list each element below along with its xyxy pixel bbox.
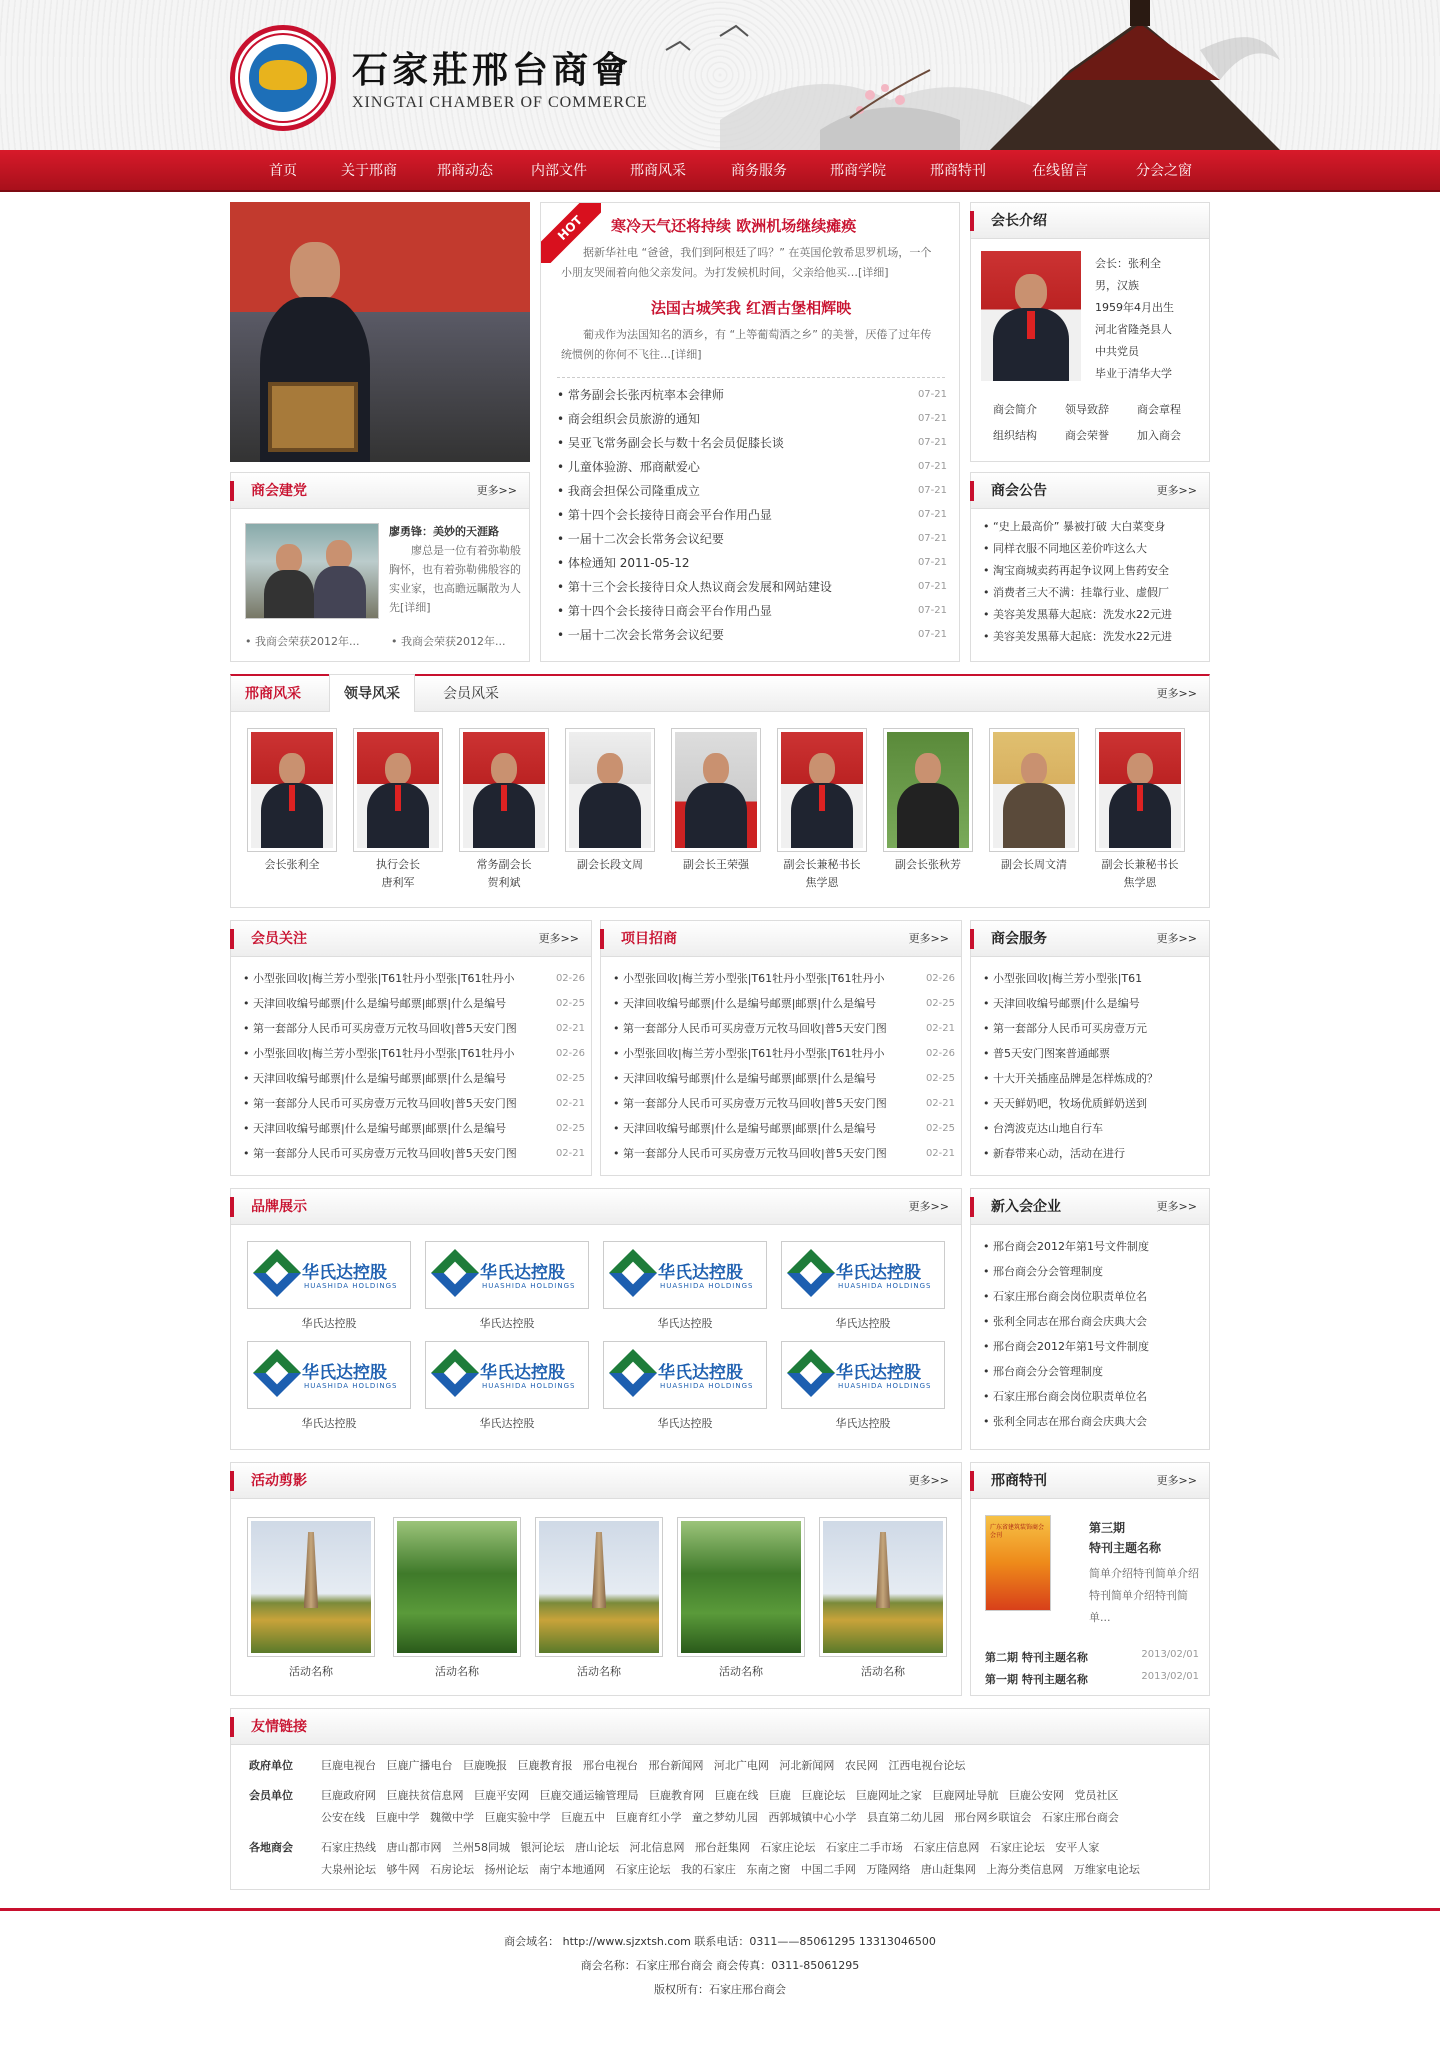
brand-logo[interactable]: 华氏达控股 HUASHIDA HOLDINGS — [425, 1341, 589, 1409]
more-link[interactable]: 更多>> — [908, 1474, 949, 1487]
brand-caption: 华氏达控股 — [657, 1317, 713, 1330]
footer-divider — [0, 1908, 1440, 1911]
list-item[interactable]: • 十大开关插座品牌是怎样炼成的？ — [983, 1072, 1158, 1085]
party-article-title[interactable]: 廖勇锋：美妙的天涯路 — [389, 525, 499, 538]
chairman-link[interactable]: 领导致辞 — [1065, 403, 1109, 416]
brand-logo[interactable]: 华氏达控股 HUASHIDA HOLDINGS — [781, 1241, 945, 1309]
list-item[interactable]: • 天天鲜奶吧，牧场优质鲜奶送到 — [983, 1097, 1147, 1110]
leader-photo[interactable] — [989, 728, 1079, 852]
summary-1: 据新华社电 “爸爸，我们到阿根廷了吗？” 在英国伦敦希思罗机场，一个小朋友哭闹着向他父亲发问。为打发候机时间，父亲给他买…[详细] — [561, 246, 932, 279]
headline-1[interactable]: 寒冷天气还将持续 欧洲机场继续瘫痪 — [611, 217, 857, 235]
tab-leader-style[interactable]: 领导风采 — [329, 674, 415, 712]
list-item[interactable]: • 第十三个会长接待日众人热议商会发展和网站建设 07-21 — [557, 580, 947, 594]
member-focus-panel — [230, 920, 592, 1176]
leader-photo[interactable] — [459, 728, 549, 852]
links-line[interactable]: 大泉州论坛 够牛网 石房论坛 扬州论坛 南宁本地通网 石家庄论坛 我的石家庄 东南之窗 中国二手网 万隆网络 唐山赶集网 上海分类信息网 万维家电论坛 — [321, 1863, 1140, 1876]
links-line[interactable]: 巨鹿政府网 巨鹿扶贫信息网 巨鹿平安网 巨鹿交通运输管理局 巨鹿教育网 巨鹿在线 巨鹿 巨鹿论坛 巨鹿网址之家 巨鹿网址导航 巨鹿公安网 党员社区 — [321, 1789, 1119, 1802]
feature-photo[interactable] — [230, 202, 530, 462]
chairman-link[interactable]: 商会章程 — [1137, 403, 1181, 416]
links-label: 会员单位 — [249, 1789, 293, 1802]
list-item[interactable]: • 小型张回收|梅兰芳小型张|T61牡丹小型张|T61牡丹小 02-26 — [613, 967, 955, 991]
leader-photo[interactable] — [1095, 728, 1185, 852]
list-item[interactable]: • 邢台商会分会管理制度 — [983, 1265, 1103, 1278]
brand-caption: 华氏达控股 — [657, 1417, 713, 1430]
list-item[interactable]: • 邢台商会2012年第1号文件制度 — [983, 1240, 1149, 1253]
activity-photo[interactable] — [535, 1517, 663, 1657]
leader-photo[interactable] — [671, 728, 761, 852]
panel-title: 项目招商 — [621, 931, 677, 947]
style-panel — [230, 674, 1210, 908]
journal-item[interactable]: 第一期 特刊主题名称 2013/02/01 — [985, 1671, 1199, 1686]
list-item[interactable]: • 体检通知 2011-05-12 07-21 — [557, 556, 947, 570]
main-nav — [0, 150, 1440, 192]
nav-item-journal[interactable]: 邢商特刊 — [930, 163, 986, 179]
list-item[interactable]: • 常务副会长张丙杭率本会律师 07-21 — [557, 388, 947, 402]
brand-logo[interactable]: 华氏达控股 HUASHIDA HOLDINGS — [603, 1241, 767, 1309]
brand-caption: 华氏达控股 — [301, 1417, 357, 1430]
leader-photo[interactable] — [777, 728, 867, 852]
nav-item-news[interactable]: 邢商动态 — [437, 163, 493, 179]
tab-member-style[interactable]: 会员风采 — [443, 686, 499, 702]
list-item[interactable]: • 一届十二次会长常务会议纪要 07-21 — [557, 628, 947, 642]
brand-caption: 华氏达控股 — [479, 1317, 535, 1330]
nav-item-about[interactable]: 关于邢商 — [341, 163, 397, 179]
projects-list — [613, 967, 955, 1167]
brand-caption: 华氏达控股 — [835, 1417, 891, 1430]
panel-title: 商会建党 — [251, 483, 307, 499]
list-item[interactable]: • 第一套部分人民币可买房壹万元牧马回收|普5天安门图 02-21 — [613, 1092, 955, 1116]
brand-logo[interactable]: 华氏达控股 HUASHIDA HOLDINGS — [247, 1241, 411, 1309]
notice-panel — [970, 472, 1210, 662]
panel-title: 会员关注 — [251, 931, 307, 947]
more-link[interactable]: 更多>> — [538, 932, 579, 945]
list-item[interactable]: • 普5天安门图案普通邮票 — [983, 1047, 1110, 1060]
list-item[interactable]: • 天津回收编号邮票|什么是编号邮票|邮票|什么是编号 02-25 — [613, 992, 955, 1016]
list-item[interactable]: • 台湾波克达山地自行车 — [983, 1122, 1103, 1135]
brand-caption: 华氏达控股 — [301, 1317, 357, 1330]
news-list — [557, 383, 947, 653]
brand-logo[interactable]: 华氏达控股 HUASHIDA HOLDINGS — [781, 1341, 945, 1409]
list-item[interactable]: • 天津回收编号邮票|什么是编号邮票|邮票|什么是编号 02-25 — [243, 992, 585, 1016]
list-item[interactable]: • 第十四个会长接待日商会平台作用凸显 07-21 — [557, 508, 947, 522]
list-item[interactable]: • 天津回收编号邮票|什么是编号邮票|邮票|什么是编号 02-25 — [613, 1067, 955, 1091]
chairman-link[interactable]: 商会荣誉 — [1065, 429, 1109, 442]
list-item[interactable]: • 美容美发黑幕大起底：洗发水22元进 — [983, 630, 1172, 643]
activity-caption: 活动名称 — [435, 1665, 479, 1678]
list-item[interactable]: • 石家庄邢台商会岗位职责单位名 — [983, 1290, 1147, 1303]
leader-caption: 副会长兼秘书长 焦学恩 — [1101, 858, 1179, 889]
list-item[interactable]: • 第一套部分人民币可买房壹万元牧马回收|普5天安门图 02-21 — [243, 1017, 585, 1041]
links-line[interactable]: 公安在线 巨鹿中学 魏徵中学 巨鹿实验中学 巨鹿五中 巨鹿育红小学 童之梦幼儿园 西郭城镇中心小学 县直第二幼儿园 邢台网乡联谊会 石家庄邢台商会 — [321, 1811, 1119, 1824]
nav-item-services[interactable]: 商务服务 — [731, 163, 787, 179]
brand-caption: 华氏达控股 — [479, 1417, 535, 1430]
leader-caption: 副会长张秋芳 — [895, 858, 961, 871]
summary-2: 葡戎作为法国知名的酒乡，有 “上等葡萄酒之乡” 的美誉，厌倦了过年传统惯例的你何不飞往…[详细] — [561, 328, 932, 361]
more-link[interactable]: 更多>> — [908, 932, 949, 945]
chairman-intro-panel — [970, 202, 1210, 462]
site-title: 石家莊邢台商會 — [352, 49, 633, 91]
list-item[interactable]: • 儿童体验游、邢商献爱心 07-21 — [557, 460, 947, 474]
panel-title: 新入会企业 — [991, 1199, 1061, 1215]
footer-copyright: 版权所有：石家庄邢台商会 — [654, 1983, 786, 1996]
list-item[interactable]: • 商会组织会员旅游的通知 07-21 — [557, 412, 947, 426]
list-item[interactable]: • 张利全同志在邢台商会庆典大会 — [983, 1315, 1147, 1328]
list-item[interactable]: • 第一套部分人民币可买房壹万元牧马回收|普5天安门图 02-21 — [613, 1142, 955, 1166]
panel-title: 友情链接 — [251, 1719, 307, 1735]
new-members-panel — [970, 1188, 1210, 1450]
projects-panel — [600, 920, 962, 1176]
activity-photo[interactable] — [393, 1517, 521, 1657]
list-item[interactable]: • 第一套部分人民币可买房壹万元牧马回收|普5天安门图 02-21 — [243, 1092, 585, 1116]
panel-title: 会长介绍 — [991, 213, 1047, 229]
leader-photo[interactable] — [565, 728, 655, 852]
tab-xingshang-style[interactable]: 邢商风采 — [245, 686, 301, 702]
list-item[interactable]: • 第一套部分人民币可买房壹万元 — [983, 1022, 1147, 1035]
more-link[interactable]: 更多>> — [476, 484, 517, 497]
chairman-photo[interactable] — [981, 251, 1081, 381]
links-line[interactable]: 石家庄热线 唐山都市网 兰州58同城 银河论坛 唐山论坛 河北信息网 邢台赶集网 石家庄论坛 石家庄二手市场 石家庄信息网 石家庄论坛 安平人家 — [321, 1841, 1100, 1854]
list-item[interactable]: • 天津回收编号邮票|什么是编号邮票|邮票|什么是编号 02-25 — [243, 1117, 585, 1141]
brand-logo[interactable]: 华氏达控股 HUASHIDA HOLDINGS — [425, 1241, 589, 1309]
list-item[interactable]: • 小型张回收|梅兰芳小型张|T61牡丹小型张|T61牡丹小 02-26 — [613, 1042, 955, 1066]
panel-title: 活动剪影 — [251, 1473, 307, 1489]
list-item[interactable]: • 小型张回收|梅兰芳小型张|T61 — [983, 972, 1143, 985]
brand-logo[interactable]: 华氏达控股 HUASHIDA HOLDINGS — [603, 1341, 767, 1409]
headline-2[interactable]: 法国古城笑我 红酒古堡相辉映 — [650, 299, 852, 317]
more-link[interactable]: 更多>> — [1156, 484, 1197, 497]
chairman-link[interactable]: 加入商会 — [1137, 429, 1181, 442]
header-landscape-art — [660, 0, 1280, 150]
leader-caption: 执行会长 唐利军 — [376, 858, 420, 889]
chamber-seal-logo[interactable] — [230, 25, 336, 131]
brand-caption: 华氏达控股 — [835, 1317, 891, 1330]
party-panel — [230, 472, 530, 662]
list-item[interactable]: • 新春带来心动，活动在进行 — [983, 1147, 1125, 1160]
leader-photo[interactable] — [883, 728, 973, 852]
party-article-text: 廖总是一位有着弥勒般胸怀，也有着弥勒佛般容的实业家，也高瞻远瞩散为人先[详细] — [389, 544, 521, 614]
activity-caption: 活动名称 — [289, 1665, 333, 1678]
list-item[interactable]: • 一届十二次会长常务会议纪要 07-21 — [557, 532, 947, 546]
leader-photo[interactable] — [247, 728, 337, 852]
list-item[interactable]: • 吴亚飞常务副会长与数十名会员促膝长谈 07-21 — [557, 436, 947, 450]
list-item[interactable]: • 同样衣服不同地区差价咋这么大 — [983, 542, 1147, 555]
list-item[interactable]: • 石家庄邢台商会岗位职责单位名 — [983, 1390, 1147, 1403]
list-item[interactable]: • 张利全同志在邢台商会庆典大会 — [983, 1415, 1147, 1428]
chairman-link[interactable]: 商会简介 — [993, 403, 1037, 416]
site-subtitle: XINGTAI CHAMBER OF COMMERCE — [352, 94, 648, 111]
party-link[interactable]: • 我商会荣获2012年... — [391, 635, 506, 648]
leader-caption: 会长张利全 — [264, 858, 320, 871]
list-item[interactable]: • 美容美发黑幕大起底：洗发水22元进 — [983, 608, 1172, 621]
nav-item-message[interactable]: 在线留言 — [1032, 163, 1088, 179]
nav-item-style[interactable]: 邢商风采 — [630, 163, 686, 179]
friend-links-panel — [230, 1708, 1210, 1890]
leader-caption: 副会长王荣强 — [683, 858, 749, 871]
journal-desc: 简单介绍特刊简单介绍特刊简单介绍特刊简单... — [1089, 1567, 1199, 1624]
list-item[interactable]: • 天津回收编号邮票|什么是编号邮票|邮票|什么是编号 02-25 — [613, 1117, 955, 1141]
journal-item[interactable]: 第二期 特刊主题名称 2013/02/01 — [985, 1649, 1199, 1664]
links-label: 政府单位 — [249, 1759, 293, 1772]
panel-title: 商会服务 — [991, 931, 1047, 947]
links-line[interactable]: 巨鹿电视台 巨鹿广播电台 巨鹿晚报 巨鹿教育报 邢台电视台 邢台新闻网 河北广电网 河北新闻网 农民网 江西电视台论坛 — [321, 1759, 966, 1772]
notice-list — [983, 515, 1203, 661]
activity-caption: 活动名称 — [719, 1665, 763, 1678]
party-photo[interactable] — [245, 523, 379, 619]
new-members-list — [983, 1235, 1203, 1439]
leader-caption: 副会长兼秘书长 焦学恩 — [783, 858, 861, 889]
list-item[interactable]: • 邢台商会2012年第1号文件制度 — [983, 1340, 1149, 1353]
activity-caption: 活动名称 — [577, 1665, 621, 1678]
list-item[interactable]: • 天津回收编号邮票|什么是编号邮票|邮票|什么是编号 02-25 — [243, 1067, 585, 1091]
nav-item-academy[interactable]: 邢商学院 — [830, 163, 886, 179]
activity-photo[interactable] — [677, 1517, 805, 1657]
services-panel — [970, 920, 1210, 1176]
journal-panel — [970, 1462, 1210, 1696]
leader-caption: 常务副会长 贺利斌 — [476, 858, 532, 889]
list-item[interactable]: • 小型张回收|梅兰芳小型张|T61牡丹小型张|T61牡丹小 02-26 — [243, 1042, 585, 1066]
panel-title: 邢商特刊 — [991, 1473, 1047, 1489]
panel-title: 品牌展示 — [251, 1199, 307, 1215]
list-item[interactable]: • 我商会担保公司隆重成立 07-21 — [557, 484, 947, 498]
activities-panel — [230, 1462, 962, 1696]
more-link[interactable]: 更多>> — [908, 1200, 949, 1213]
list-item[interactable]: • 淘宝商城卖药再起争议网上售药安全 — [983, 564, 1169, 577]
leader-caption: 副会长周文清 — [1001, 858, 1067, 871]
list-item[interactable]: • 第一套部分人民币可买房壹万元牧马回收|普5天安门图 02-21 — [243, 1142, 585, 1166]
party-link[interactable]: • 我商会荣获2012年... — [245, 635, 360, 648]
leader-caption: 副会长段文周 — [577, 858, 643, 871]
news-panel — [540, 202, 960, 662]
links-label: 各地商会 — [249, 1841, 293, 1854]
footer-contact: 商会域名： http://www.sjzxtsh.com 联系电话：0311——85061295 13313046500 — [504, 1935, 936, 1948]
nav-item-home[interactable]: 首页 — [269, 163, 297, 179]
services-list — [983, 967, 1203, 1167]
more-link[interactable]: 更多>> — [1156, 1200, 1197, 1213]
journal-issue-title[interactable]: 特刊主题名称 — [1089, 1541, 1162, 1555]
list-item[interactable]: • 消费者三大不满：挂靠行业、虚假厂 — [983, 586, 1169, 599]
list-item[interactable]: • 小型张回收|梅兰芳小型张|T61牡丹小型张|T61牡丹小 02-26 — [243, 967, 585, 991]
list-item[interactable]: • 第一套部分人民币可买房壹万元牧马回收|普5天安门图 02-21 — [613, 1017, 955, 1041]
member-focus-list — [243, 967, 585, 1167]
journal-issue[interactable]: 第三期 — [1089, 1521, 1126, 1535]
more-link[interactable]: 更多>> — [1156, 1474, 1197, 1487]
chairman-link[interactable]: 组织结构 — [993, 429, 1037, 442]
more-link[interactable]: 更多>> — [1156, 932, 1197, 945]
site-header — [0, 0, 1440, 150]
activity-photo[interactable] — [247, 1517, 375, 1657]
footer-name: 商会名称：石家庄邢台商会 商会传真：0311-85061295 — [580, 1959, 860, 1972]
brand-logo[interactable]: 华氏达控股 HUASHIDA HOLDINGS — [247, 1341, 411, 1409]
leader-photo[interactable] — [353, 728, 443, 852]
activity-caption: 活动名称 — [861, 1665, 905, 1678]
brands-panel — [230, 1188, 962, 1450]
nav-item-branches[interactable]: 分会之窗 — [1136, 163, 1192, 179]
hot-badge: HOT — [541, 203, 601, 263]
list-item[interactable]: • 第十四个会长接待日商会平台作用凸显 07-21 — [557, 604, 947, 618]
panel-title: 商会公告 — [991, 483, 1047, 499]
list-item[interactable]: • 天津回收编号邮票|什么是编号 — [983, 997, 1140, 1010]
footer — [0, 1930, 1440, 2002]
list-item[interactable]: • 邢台商会分会管理制度 — [983, 1365, 1103, 1378]
list-item[interactable]: • “史上最高价” 暴被打破 大白菜变身 — [983, 520, 1166, 533]
more-link[interactable]: 更多>> — [1156, 687, 1197, 700]
nav-item-internal-docs[interactable]: 内部文件 — [531, 163, 587, 179]
activity-photo[interactable] — [819, 1517, 947, 1657]
journal-cover[interactable]: 广东省建筑装饰商会会刊 — [985, 1515, 1051, 1611]
chairman-details: 会长：张利全 男，汉族 1959年4月出生 河北省隆尧县人 中共党员 毕业于清华大学 — [1095, 257, 1174, 380]
